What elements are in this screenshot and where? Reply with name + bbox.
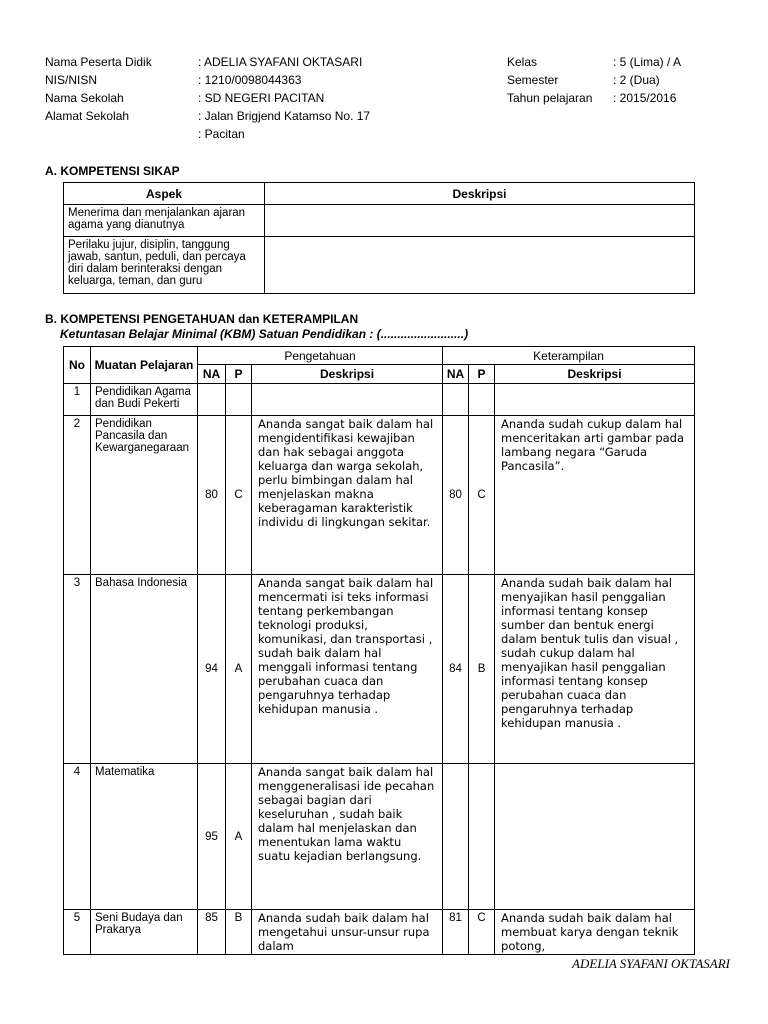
no-header: No	[64, 347, 91, 384]
identity-row	[45, 53, 498, 71]
header-row-1	[64, 347, 695, 365]
deskripsi-cell	[265, 205, 695, 237]
subject-name: Matematika	[91, 764, 198, 910]
identity-value: : 2015/2016	[613, 91, 677, 105]
section-b-title: B. KOMPETENSI PENGETAHUAN dan KETERAMPILAN	[45, 312, 359, 326]
subject-row	[64, 575, 695, 764]
identity-row	[45, 89, 498, 107]
subject-row	[64, 910, 695, 955]
pengetahuan-na	[198, 384, 226, 416]
aspek-cell: Menerima dan menjalankan ajaran agama yang dianutnya	[64, 205, 265, 237]
identity-value: : Jalan Brigjend Katamso No. 17	[198, 109, 371, 123]
pengetahuan-p-header: P	[226, 365, 252, 384]
pengetahuan-na-header: NA	[198, 365, 226, 384]
identity-label: Tahun pelajaran	[507, 91, 593, 105]
keterampilan-na: 80	[443, 416, 469, 575]
attitude-header-row	[64, 183, 695, 205]
keterampilan-header: Keterampilan	[443, 347, 695, 365]
subject-name: Pendidikan Pancasila dan Kewarganegaraan	[91, 416, 198, 575]
identity-value: : 1210/0098044363	[198, 73, 302, 87]
identity-value: : 2 (Dua)	[613, 73, 660, 87]
keterampilan-predikat	[469, 384, 495, 416]
identity-label: Alamat Sekolah	[45, 109, 130, 123]
subject-name: Pendidikan Agama dan Budi Pekerti	[91, 384, 198, 416]
keterampilan-p-header: P	[469, 365, 495, 384]
pengetahuan-predikat	[226, 384, 252, 416]
subject-row	[64, 384, 695, 416]
keterampilan-na	[443, 384, 469, 416]
subject-row	[64, 416, 695, 575]
keterampilan-predikat: C	[469, 910, 495, 955]
identity-row	[507, 53, 733, 71]
row-number: 1	[64, 384, 91, 416]
pengetahuan-deskripsi	[252, 384, 443, 416]
keterampilan-predikat: B	[469, 575, 495, 764]
identity-row	[45, 107, 498, 125]
identity-label	[45, 125, 198, 143]
keterampilan-deskripsi: Ananda sudah baik dalam hal membuat karya dengan teknik potong,	[495, 910, 695, 955]
identity-label: Kelas	[507, 55, 538, 69]
pengetahuan-na: 85	[198, 910, 226, 955]
attitude-row	[64, 237, 695, 294]
keterampilan-na: 84	[443, 575, 469, 764]
identity-label: Nama Sekolah	[45, 91, 124, 105]
identity-row	[507, 71, 733, 89]
subject-row	[64, 764, 695, 910]
identity-value: : 5 (Lima) / A	[613, 55, 682, 69]
keterampilan-predikat: C	[469, 416, 495, 575]
attitude-row	[64, 205, 695, 237]
attitude-table	[63, 182, 695, 294]
keterampilan-deskripsi	[495, 384, 695, 416]
kbm-line: Ketuntasan Belajar Minimal (KBM) Satuan Pendidikan : (.........................)	[60, 327, 469, 341]
pengetahuan-deskripsi: Ananda sangat baik dalam hal mengidentifikasi kewajiban dan hak sebagai anggota keluarga dan warga sekolah, perlu bimbingan dalam hal menjelaskan makna keberagaman karakteristik individu di lingkungan sekitar.	[252, 416, 443, 575]
muatan-header: Muatan Pelajaran	[91, 347, 198, 384]
pengetahuan-predikat: A	[226, 575, 252, 764]
pengetahuan-deskripsi: Ananda sangat baik dalam hal mencermati isi teks informasi tentang perkembangan teknologi produksi, komunikasi, dan transportasi , sudah baik dalam hal menggali informasi tentang perubahan cuaca dan pengaruhnya terhadap kehidupan manusia .	[252, 575, 443, 764]
identity-row	[45, 71, 498, 89]
keterampilan-deskripsi: Ananda sudah baik dalam hal menyajikan hasil penggalian informasi tentang konsep sumber dan bentuk energi dalam bentuk tulis dan visual , sudah cukup dalam hal menyajikan hasil penggalian informasi tentang konsep perubahan cuaca dan pengaruhnya terhadap kehidupan manusia .	[495, 575, 695, 764]
section-a-title: A. KOMPETENSI SIKAP	[45, 164, 180, 178]
subject-name: Seni Budaya dan Prakarya	[91, 910, 198, 955]
keterampilan-na	[443, 764, 469, 910]
keterampilan-deskripsi	[495, 764, 695, 910]
pengetahuan-na: 94	[198, 575, 226, 764]
row-number: 5	[64, 910, 91, 955]
identity-row	[507, 89, 733, 107]
pengetahuan-predikat: C	[226, 416, 252, 575]
keterampilan-predikat	[469, 764, 495, 910]
competency-table	[63, 346, 695, 955]
footer-student-name: ADELIA SYAFANI OKTASARI	[572, 956, 730, 971]
pengetahuan-predikat: A	[226, 764, 252, 910]
deskripsi-header: Deskripsi	[265, 183, 695, 205]
identity-value: : ADELIA SYAFANI OKTASARI	[198, 55, 363, 69]
row-number: 4	[64, 764, 91, 910]
identity-label: NIS/NISN	[45, 73, 98, 87]
pengetahuan-header: Pengetahuan	[198, 347, 443, 365]
aspek-header: Aspek	[64, 183, 265, 205]
identity-label: Semester	[507, 73, 559, 87]
student-identity-right	[507, 53, 733, 107]
identity-label: Nama Peserta Didik	[45, 55, 152, 69]
pengetahuan-deskripsi: Ananda sangat baik dalam hal menggeneralisasi ide pecahan sebagai bagian dari keseluruhan , sudah baik dalam hal menjelaskan dan menentukan lama waktu suatu kejadian berlangsung.	[252, 764, 443, 910]
identity-row	[45, 125, 498, 143]
keterampilan-deskripsi: Ananda sudah cukup dalam hal menceritakan arti gambar pada lambang negara “Garuda Pancasila”.	[495, 416, 695, 575]
identity-value: : SD NEGERI PACITAN	[198, 91, 325, 105]
keterampilan-na: 81	[443, 910, 469, 955]
row-number: 3	[64, 575, 91, 764]
keterampilan-na-header: NA	[443, 365, 469, 384]
deskripsi-cell	[265, 237, 695, 294]
keterampilan-deskripsi-header: Deskripsi	[495, 365, 695, 384]
row-number: 2	[64, 416, 91, 575]
subject-name: Bahasa Indonesia	[91, 575, 198, 764]
pengetahuan-deskripsi-header: Deskripsi	[252, 365, 443, 384]
pengetahuan-deskripsi: Ananda sudah baik dalam hal mengetahui unsur-unsur rupa dalam	[252, 910, 443, 955]
identity-value: : Pacitan	[198, 127, 245, 141]
pengetahuan-predikat: B	[226, 910, 252, 955]
student-identity-left	[45, 53, 498, 143]
aspek-cell: Perilaku jujur, disiplin, tanggung jawab, santun, peduli, dan percaya diri dalam berinteraksi dengan keluarga, teman, dan guru	[64, 237, 265, 294]
pengetahuan-na: 95	[198, 764, 226, 910]
pengetahuan-na: 80	[198, 416, 226, 575]
